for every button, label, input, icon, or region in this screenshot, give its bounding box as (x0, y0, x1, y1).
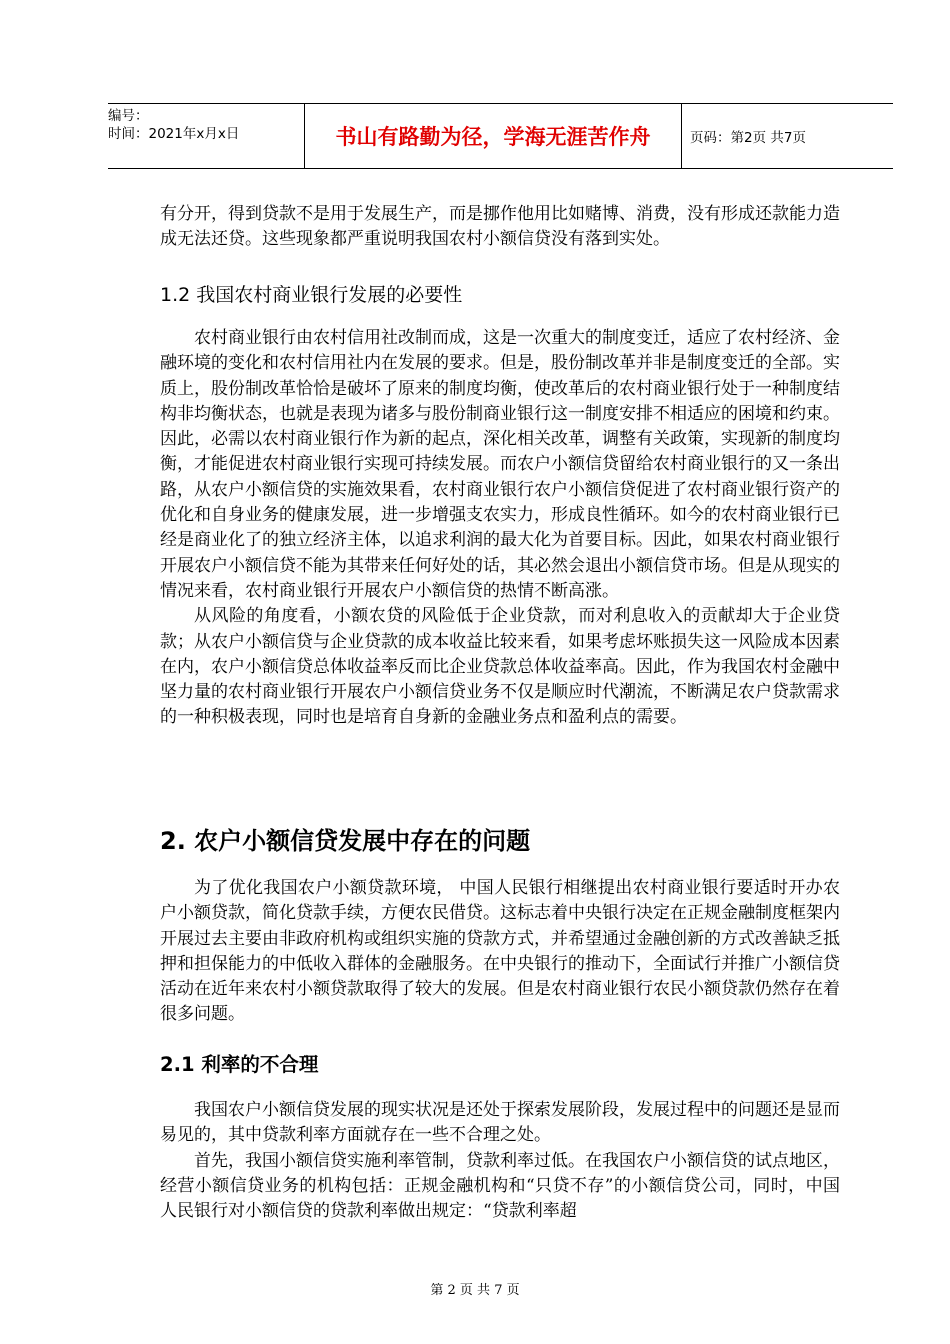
section-1-2-body (160, 326, 840, 731)
heading-2-1: 2.1 利率的不合理 (160, 1053, 319, 1076)
heading-1-2: 1.2 我国农村商业银行发展的必要性 (160, 284, 463, 306)
heading-2: 2. 农户小额信贷发展中存在的问题 (160, 827, 531, 855)
paragraph-1-2-a: 农村商业银行由农村信用社改制而成，这是一次重大的制度变迁，适应了农村经济、金融环境的变化和农村信用社内在发展的要求。但是，股份制改革并非是制度变迁的全部。实质上，股份制改革恰恰是破坏了原来的制度均衡，使改革后的农村商业银行处于一种制度结构非均衡状态，也就是表现为诸多与股份制商业银行这一制度安排不相适应的困境和约束。因此，必需以农村商业银行作为新的起点，深化相关改革，调整有关政策，实现新的制度均衡，才能促进农村商业银行实现可持续发展。而农户小额信贷留给农村商业银行的又一条出路，从农户小额信贷的实施效果看，农村商业银行农户小额信贷促进了农村商业银行资产的优化和自身业务的健康发展，进一步增强支农实力，形成良性循环。如今的农村商业银行已经是商业化了的独立经济主体，以追求利润的最大化为首要目标。因此，如果农村商业银行开展农户小额信贷不能为其带来任何好处的话，其必然会退出小额信贷市场。但是从现实的情况来看，农村商业银行开展农户小额信贷的热情不断高涨。 (160, 328, 840, 601)
paragraph-2-1-a: 我国农户小额信贷发展的现实状况是还处于探索发展阶段，发展过程中的问题还是显而易见的，其中贷款利率方面就存在一些不合理之处。 (160, 1100, 840, 1146)
section-2-1-body (160, 1098, 840, 1224)
section-2-body (160, 876, 840, 1028)
header-motto: 书山有路勤为径，学海无涯苦作舟 (305, 104, 682, 168)
header-left-cell (108, 104, 305, 168)
paragraph-2-1-b: 首先，我国小额信贷实施利率管制，贷款利率过低。在我国农户小额信贷的试点地区，经营小额信贷业务的机构包括：正规金融机构和“只贷不存”的小额信贷公司，同时，中国人民银行对小额信贷的贷款利率做出规定：“贷款利率超 (160, 1150, 840, 1222)
paragraph-intro: 有分开，得到贷款不是用于发展生产，而是挪作他用比如赌博、消费，没有形成还款能力造成无法还贷。这些现象都严重说明我国农村小额信贷没有落到实处。 (160, 204, 840, 250)
page-header (108, 103, 893, 169)
intro-paragraph-block (160, 202, 840, 253)
number-label: 编号： (108, 108, 149, 124)
page-footer: 第 2 页 共 7 页 (430, 1283, 520, 1298)
time-label: 时间：2021年x月x日 (108, 126, 240, 142)
paragraph-1-2-b: 从风险的角度看，小额农贷的风险低于企业贷款，而对利息收入的贡献却大于企业贷款；从农户小额信贷与企业贷款的成本收益比较来看，如果考虑坏账损失这一风险成本因素在内，农户小额信贷总体收益率反而比企业贷款总体收益率高。因此，作为我国农村金融中坚力量的农村商业银行开展农户小额信贷业务不仅是顺应时代潮流，不断满足农户贷款需求的一种积极表现，同时也是培育自身新的金融业务点和盈利点的需要。 (160, 606, 840, 728)
paragraph-2: 为了优化我国农户小额贷款环境， 中国人民银行相继提出农村商业银行要适时开办农户小额贷款，简化贷款手续，方便农民借贷。这标志着中央银行决定在正规金融制度框架内开展过去主要由非政府机构或组织实施的贷款方式，并希望通过金融创新的方式改善缺乏抵押和担保能力的中低收入群体的金融服务。在中央银行的推动下，全面试行并推广小额信贷活动在近年来农村小额贷款取得了较大的发展。但是农村商业银行农民小额贷款仍然存在着很多问题。 (160, 878, 840, 1025)
header-page-info: 页码：第2页 共7页 (690, 130, 806, 146)
